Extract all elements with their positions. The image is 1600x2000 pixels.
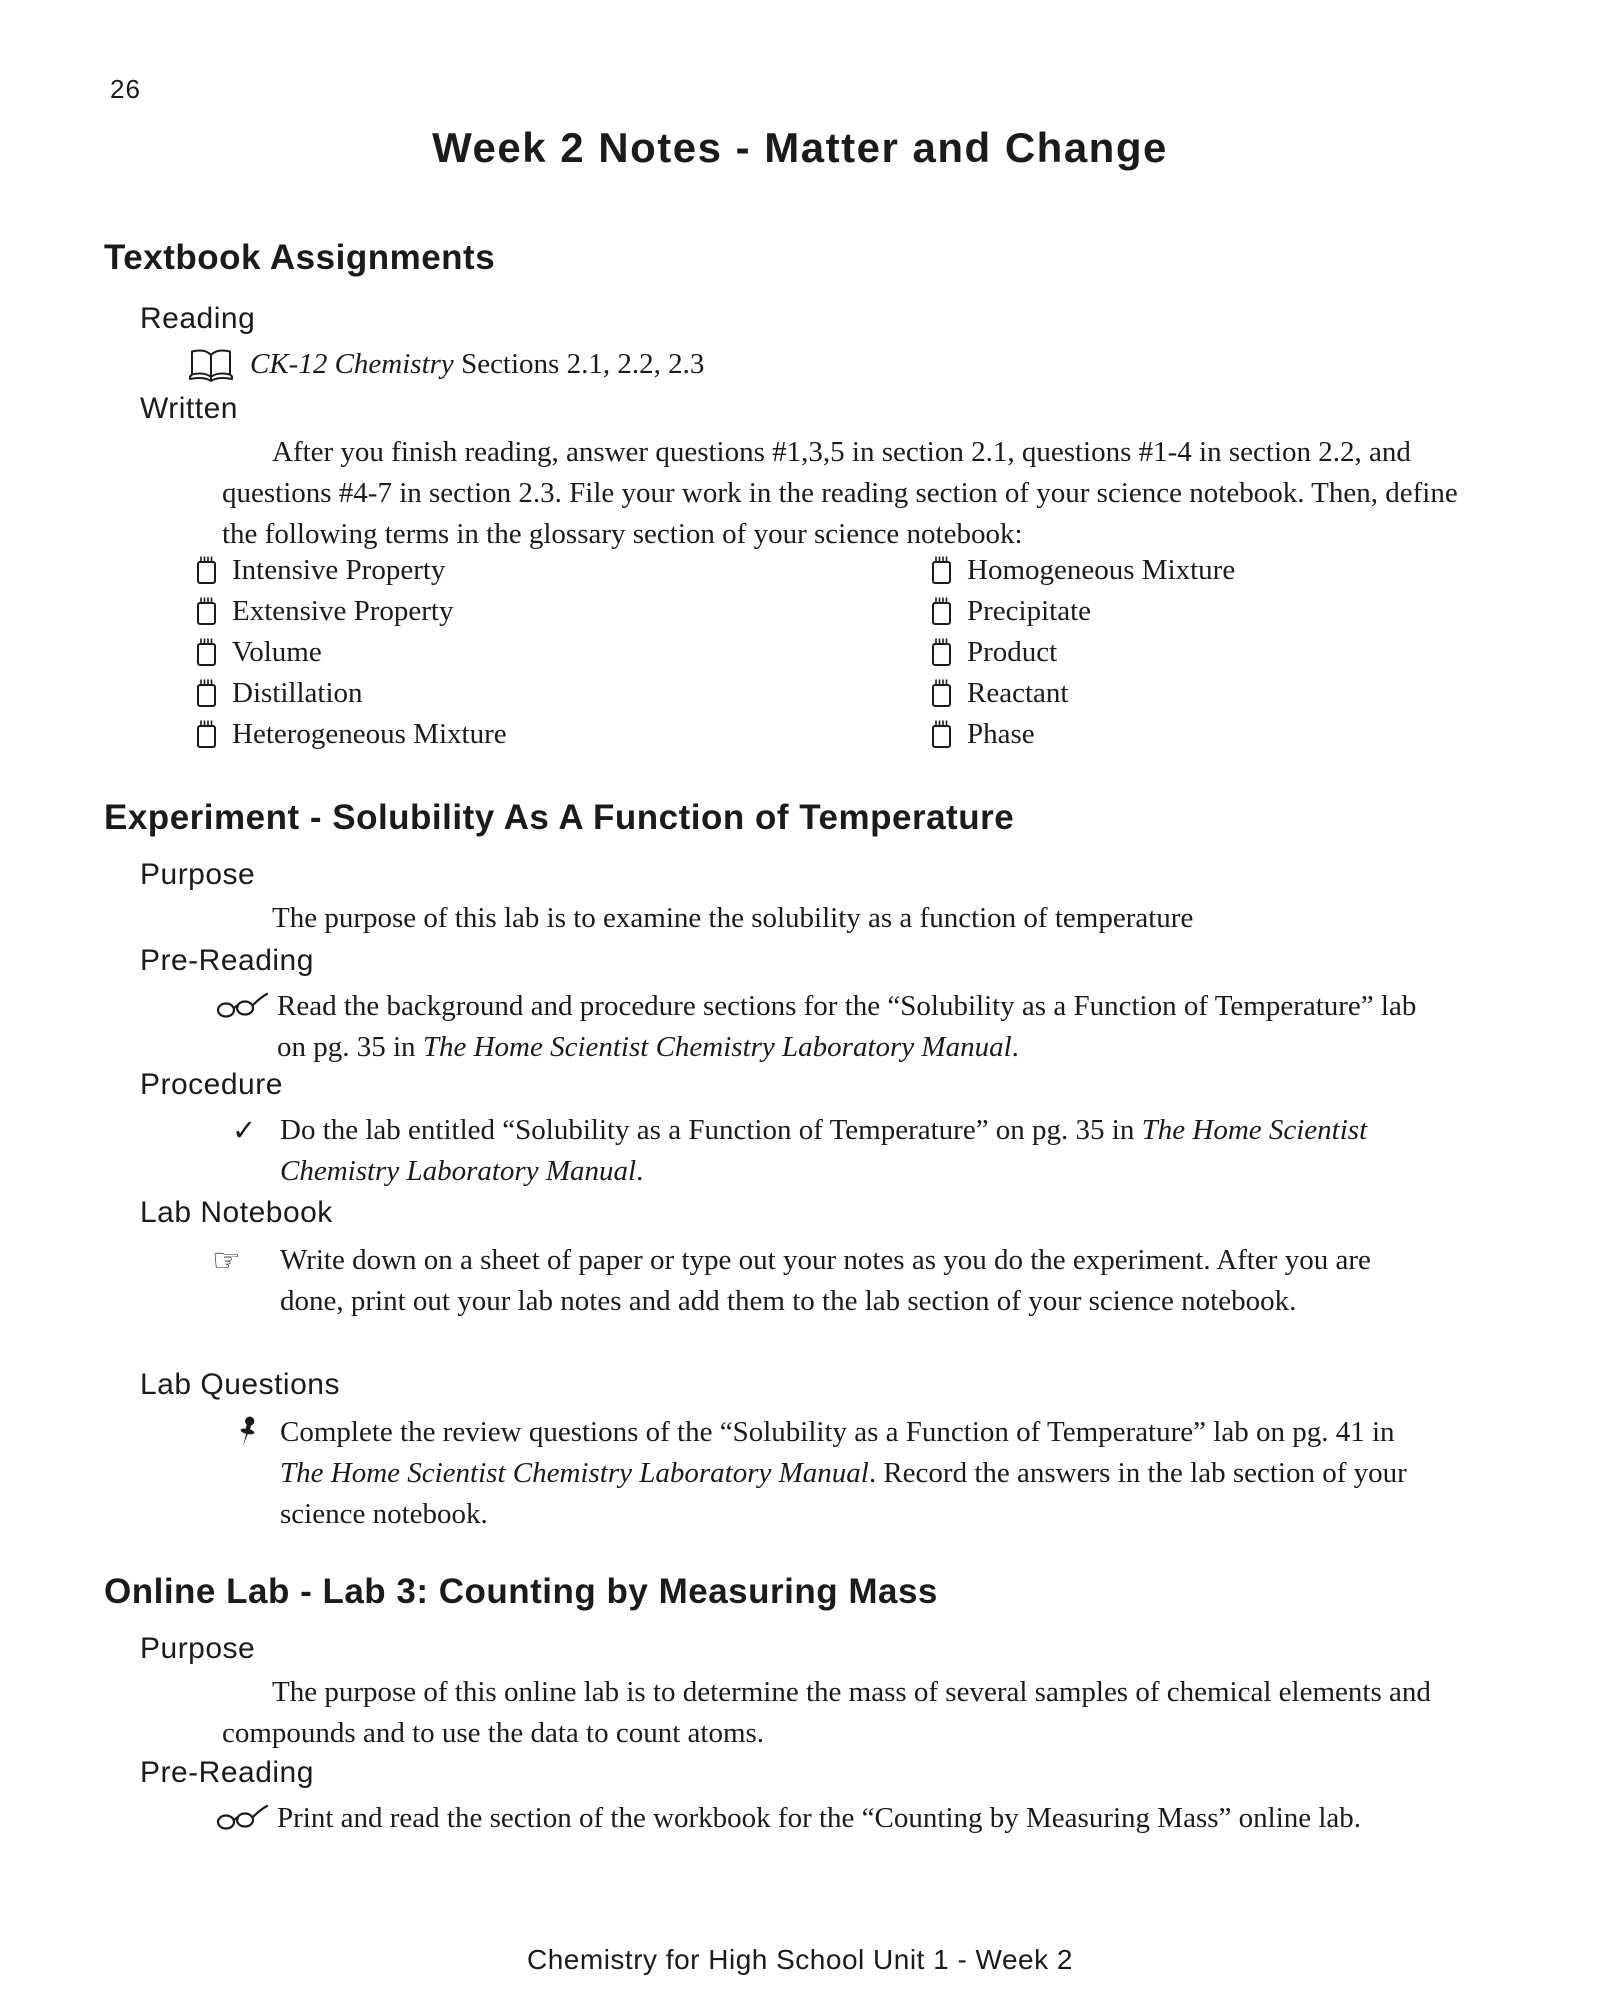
term-item: Precipitate xyxy=(930,591,1235,632)
term-item: Intensive Property xyxy=(195,550,930,591)
terms-column-left xyxy=(195,550,930,755)
subheading-pre-reading-online-lab: Pre-Reading xyxy=(140,1756,314,1789)
notepad-checkbox-icon xyxy=(930,596,953,627)
lab-notebook-item xyxy=(212,1240,1430,1322)
lab-questions-text: Complete the review questions of the “Solubility as a Function of Temperature” lab on pg. 41 in The Home Scientist Chemistry Laboratory Manual. Record the answers in the lab section of your science notebook. xyxy=(280,1416,1407,1530)
experiment-pre-reading-text: Read the background and procedure sections for the “Solubility as a Function of Temperature” lab on pg. 35 in The Home Scientist Chemistry Laboratory Manual. xyxy=(277,990,1417,1063)
subheading-purpose-online-lab: Purpose xyxy=(140,1632,256,1665)
experiment-procedure-text: Do the lab entitled “Solubility as a Function of Temperature” on pg. 35 in The Home Scientist Chemistry Laboratory Manual. xyxy=(280,1114,1368,1187)
written-assignment-paragraph: After you finish reading, answer questions #1,3,5 in section 2.1, questions #1-4 in section 2.2, and questions #4-7 in section 2.3. File your work in the reading section of your science notebook. Then, define the following terms in the glossary section of your science notebook: xyxy=(222,436,1458,550)
experiment-purpose-paragraph: The purpose of this lab is to examine the solubility as a function of temperature xyxy=(272,902,1194,934)
section-heading-textbook-assignments: Textbook Assignments xyxy=(104,238,496,277)
open-book-icon xyxy=(188,344,250,383)
eyeglasses-icon xyxy=(215,1798,277,1831)
eyeglasses-icon xyxy=(215,986,277,1019)
reading-assignment-text: CK-12 Chemistry Sections 2.1, 2.2, 2.3 xyxy=(250,348,705,380)
subheading-reading: Reading xyxy=(140,302,256,335)
checkmark-icon: ✓ xyxy=(232,1113,257,1147)
term-item: Phase xyxy=(930,714,1235,755)
term-item: Product xyxy=(930,632,1235,673)
notepad-checkbox-icon xyxy=(195,637,218,668)
glossary-terms-checklist xyxy=(195,550,1235,755)
notepad-checkbox-icon xyxy=(930,678,953,709)
online-lab-purpose-paragraph: The purpose of this online lab is to determine the mass of several samples of chemical elements and compounds and to use the data to count atoms. xyxy=(222,1676,1431,1749)
book-title-home-scientist: The Home Scientist Chemistry Laboratory Manual xyxy=(422,1031,1012,1063)
section-heading-experiment: Experiment - Solubility As A Function of Temperature xyxy=(104,798,1015,837)
subheading-pre-reading-experiment: Pre-Reading xyxy=(140,944,314,977)
notepad-checkbox-icon xyxy=(930,555,953,586)
lab-notebook-text: Write down on a sheet of paper or type out your notes as you do the experiment. After you are done, print out your lab notes and add them to the lab section of your science notebook. xyxy=(280,1244,1371,1317)
notepad-checkbox-icon xyxy=(195,596,218,627)
term-item: Volume xyxy=(195,632,930,673)
subheading-written: Written xyxy=(140,392,238,425)
term-item: Distillation xyxy=(195,673,930,714)
terms-column-right xyxy=(930,550,1235,755)
page-title: Week 2 Notes - Matter and Change xyxy=(432,124,1168,171)
lab-questions-item xyxy=(235,1412,1430,1535)
page-footer: Chemistry for High School Unit 1 - Week 2 xyxy=(527,1944,1073,1975)
notepad-checkbox-icon xyxy=(195,719,218,750)
subheading-procedure: Procedure xyxy=(140,1068,283,1101)
section-heading-online-lab: Online Lab - Lab 3: Counting by Measuring Mass xyxy=(104,1572,938,1611)
notepad-checkbox-icon xyxy=(195,678,218,709)
subheading-lab-questions: Lab Questions xyxy=(140,1368,340,1401)
reading-assignment-item xyxy=(188,344,1400,385)
subheading-lab-notebook: Lab Notebook xyxy=(140,1196,333,1229)
notepad-checkbox-icon xyxy=(195,555,218,586)
term-item: Extensive Property xyxy=(195,591,930,632)
subheading-purpose-experiment: Purpose xyxy=(140,858,256,891)
book-title-home-scientist: The Home Scientist Chemistry Laboratory Manual xyxy=(280,1457,869,1489)
experiment-procedure-item xyxy=(232,1110,1430,1192)
experiment-pre-reading-item xyxy=(215,986,1427,1068)
online-lab-pre-reading-item xyxy=(215,1798,1427,1839)
online-lab-pre-reading-text: Print and read the section of the workbook for the “Counting by Measuring Mass” online lab. xyxy=(277,1802,1362,1834)
term-item: Homogeneous Mixture xyxy=(930,550,1235,591)
notepad-checkbox-icon xyxy=(930,637,953,668)
term-item: Heterogeneous Mixture xyxy=(195,714,930,755)
term-item: Reactant xyxy=(930,673,1235,714)
book-title-home-scientist: The Home Scientist Chemistry Laboratory Manual xyxy=(280,1114,1368,1187)
notepad-checkbox-icon xyxy=(930,719,953,750)
pushpin-icon xyxy=(235,1412,280,1451)
pointing-hand-icon: ☞ xyxy=(212,1241,241,1279)
page-number: 26 xyxy=(110,74,141,104)
book-title-ck12: CK-12 Chemistry xyxy=(250,348,454,380)
